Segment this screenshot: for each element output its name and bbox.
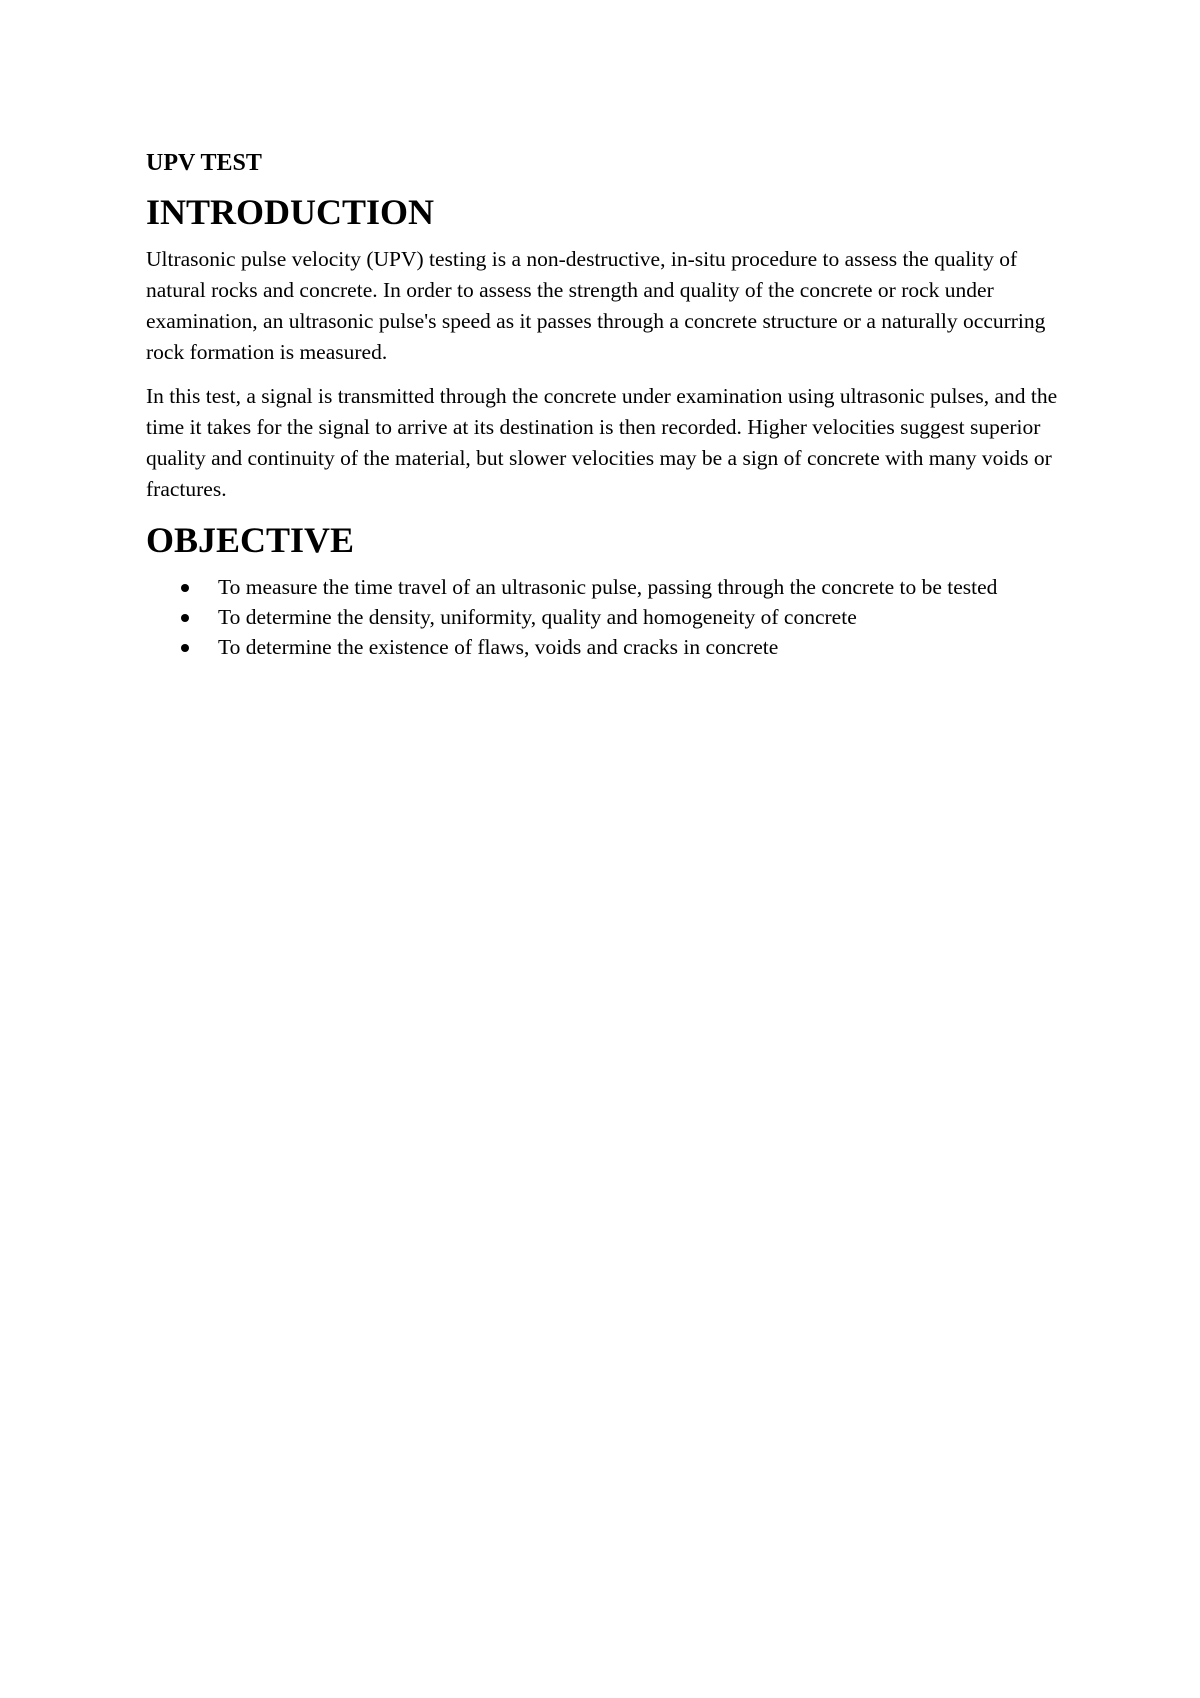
document-page (146, 146, 1066, 662)
list-item-text: To determine the existence of flaws, voids and cracks in concrete (218, 635, 779, 659)
bullet-dot-icon (181, 644, 189, 652)
list-item (218, 632, 1066, 662)
list-item (218, 602, 1066, 632)
section-objective (146, 518, 1066, 662)
document-label: UPV TEST (146, 150, 262, 176)
list-item-text: To determine the density, uniformity, quality and homogeneity of concrete (218, 605, 857, 629)
section-introduction (146, 190, 1066, 505)
heading-objective: OBJECTIVE (146, 520, 355, 560)
bullet-dot-icon (181, 584, 189, 592)
intro-paragraph-2: In this test, a signal is transmitted through the concrete under examination using ultrasonic pulses, and the time it takes for the signal to arrive at its destination is then recorded. Higher velocities suggest superior quality and continuity of the material, but slower velocities may be a sign of concrete with many voids or fractures. (146, 384, 1058, 501)
list-item-text: To measure the time travel of an ultrasonic pulse, passing through the concrete to be tested (218, 575, 998, 599)
list-item (218, 572, 1066, 602)
heading-introduction: INTRODUCTION (146, 192, 435, 232)
intro-paragraph-1: Ultrasonic pulse velocity (UPV) testing is a non-destructive, in-situ procedure to assess the quality of natural rocks and concrete. In order to assess the strength and quality of the concrete or rock under examination, an ultrasonic pulse's speed as it passes through a concrete structure or a naturally occurring rock formation is measured. (146, 247, 1046, 364)
bullet-dot-icon (181, 614, 189, 622)
objective-list (146, 572, 1066, 662)
